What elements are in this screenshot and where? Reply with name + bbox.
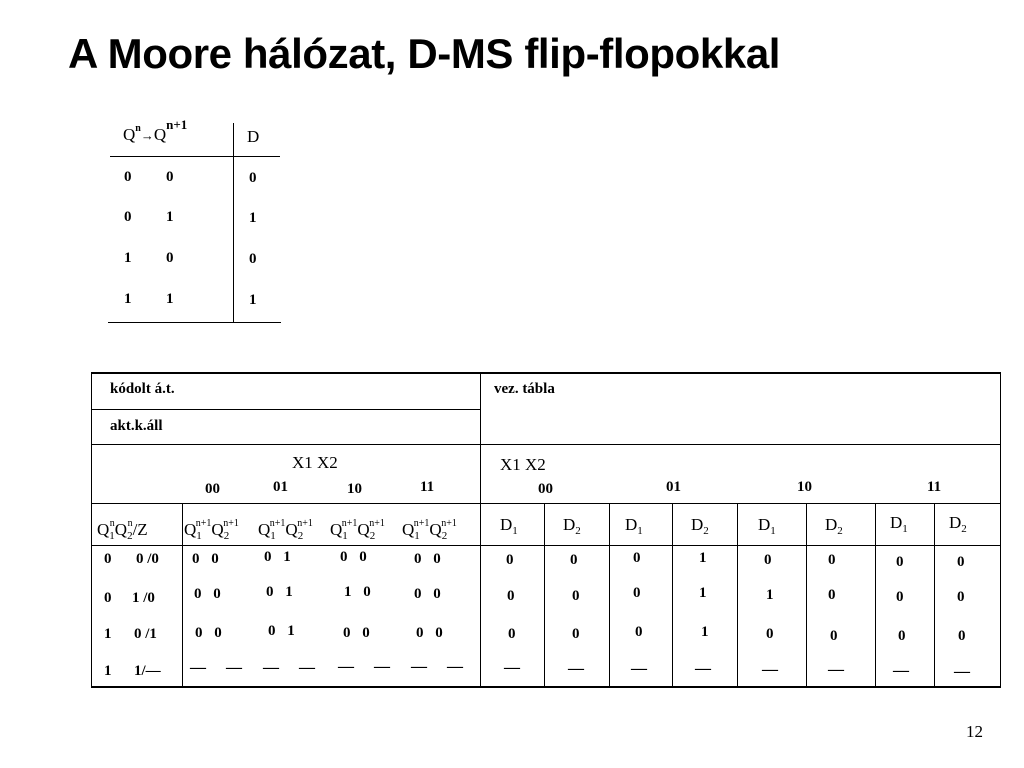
next-state-header xyxy=(330,518,385,542)
table-top-border xyxy=(91,372,1001,374)
state-output-header xyxy=(97,518,148,542)
d-cell: 0 xyxy=(830,628,838,644)
q-symbol: Q xyxy=(330,520,343,539)
next-state-cell: 0 0 xyxy=(414,586,441,602)
subscript: 2 xyxy=(441,530,448,542)
table-bottom-border xyxy=(91,686,1001,688)
input-code: 00 xyxy=(538,481,553,497)
subscript: 1 xyxy=(512,525,518,537)
table-bottom-line xyxy=(108,322,281,323)
superscript: n+1 xyxy=(369,518,385,529)
next-state-cell: 0 0 xyxy=(194,586,221,602)
cell-d: 1 xyxy=(249,210,257,226)
q1-symbol: Q xyxy=(97,520,110,539)
d-cell: 0 xyxy=(828,587,836,603)
q-symbol: Q xyxy=(402,520,415,539)
subscript: 1 xyxy=(414,530,420,542)
superscript: n+1 xyxy=(269,518,286,529)
superscript: n+1 xyxy=(297,518,313,529)
cell-qn: 1 xyxy=(124,291,132,307)
state-q1: 0 xyxy=(104,551,112,567)
d1-header xyxy=(890,513,908,535)
d-cell: — xyxy=(631,660,655,677)
d-cell: 0 xyxy=(572,626,580,642)
d-cell: — xyxy=(893,662,917,679)
table-divider xyxy=(544,503,545,688)
cell-qn: 1 xyxy=(124,250,132,266)
next-state-cell: — — xyxy=(338,658,398,675)
d-cell: 0 xyxy=(896,589,904,605)
superscript: n+1 xyxy=(413,518,430,529)
table-header-line xyxy=(110,156,280,157)
table-vertical-line xyxy=(233,123,234,323)
next-state-cell: 1 0 xyxy=(344,584,371,600)
cell-qn1: 1 xyxy=(166,291,174,307)
d-symbol: D xyxy=(825,515,838,534)
subscript: 1 xyxy=(196,530,202,542)
state-q2-output: 1 /0 xyxy=(132,590,155,606)
table-divider xyxy=(609,503,610,688)
subscript: 1 xyxy=(270,530,276,542)
next-state-cell: 0 0 xyxy=(340,549,367,565)
input-code: 00 xyxy=(205,481,220,497)
d-cell: 1 xyxy=(699,585,707,601)
d2-header xyxy=(691,515,709,537)
subscript: 1 xyxy=(342,530,348,542)
next-state-cell: — — xyxy=(190,659,250,676)
table-divider xyxy=(182,503,183,688)
q-symbol: Q xyxy=(429,520,442,539)
input-code: 11 xyxy=(420,479,435,495)
d-column-header: D xyxy=(247,127,260,146)
state-q2-output: 0 /1 xyxy=(134,626,157,642)
subscript: 2 xyxy=(837,525,843,537)
next-state-header xyxy=(402,518,457,542)
slide-title: A Moore hálózat, D-MS flip-flopokkal xyxy=(68,30,781,77)
subscript: 1 xyxy=(770,525,776,537)
d-cell: — xyxy=(828,661,852,678)
q-symbol: Q xyxy=(184,520,197,539)
subscript: 2 xyxy=(575,525,581,537)
superscript: n+1 xyxy=(195,518,212,529)
cell-qn: 0 xyxy=(124,169,132,185)
transition-header xyxy=(123,117,188,144)
input-code: 10 xyxy=(797,479,812,495)
d-symbol: D xyxy=(758,515,771,534)
cell-qn1: 0 xyxy=(166,169,174,185)
next-state-header xyxy=(258,518,313,542)
cell-d: 0 xyxy=(249,170,257,186)
z-output-symbol: /Z xyxy=(132,520,148,539)
d-cell: 0 xyxy=(828,552,836,568)
table-divider xyxy=(806,503,807,688)
d1-header xyxy=(625,515,643,537)
table-divider xyxy=(934,503,935,688)
subscript: 1 xyxy=(902,523,908,535)
d1-header xyxy=(758,515,776,537)
q-symbol: Q xyxy=(123,125,136,144)
arrow-icon: → xyxy=(140,128,154,143)
d-cell: 0 xyxy=(507,588,515,604)
next-state-cell: 0 0 xyxy=(192,551,219,567)
d-symbol: D xyxy=(691,515,704,534)
d-cell: — xyxy=(504,659,528,676)
encoded-transition-label: kódolt á.t. xyxy=(110,381,175,397)
next-state-cell: 0 0 xyxy=(416,625,443,641)
state-q1: 0 xyxy=(104,590,112,606)
q-symbol: Q xyxy=(211,520,224,539)
d-cell: 0 xyxy=(896,554,904,570)
state-q1: 1 xyxy=(104,626,112,642)
superscript: n xyxy=(109,518,115,529)
cell-d: 0 xyxy=(249,251,257,267)
d-cell: 1 xyxy=(699,550,707,566)
next-state-cell: — — xyxy=(411,658,471,675)
subscript: 2 xyxy=(961,523,967,535)
d-symbol: D xyxy=(949,513,962,532)
d-cell: 0 xyxy=(957,554,965,570)
input-code: 11 xyxy=(927,479,942,495)
d-cell: — xyxy=(762,661,786,678)
table-divider xyxy=(480,372,481,688)
table-line xyxy=(91,409,480,410)
current-state-label: akt.k.áll xyxy=(110,418,163,434)
subscript: 1 xyxy=(637,525,643,537)
control-table-label: vez. tábla xyxy=(494,381,555,397)
q-symbol: Q xyxy=(258,520,271,539)
d-cell: 0 xyxy=(766,626,774,642)
cell-d: 1 xyxy=(249,292,257,308)
superscript: n+1 xyxy=(223,518,239,529)
inputs-label: X1 X2 xyxy=(500,455,546,474)
subscript: 2 xyxy=(223,530,230,542)
table-line xyxy=(91,545,1001,546)
next-state-cell: 0 0 xyxy=(195,625,222,641)
d-symbol: D xyxy=(625,515,638,534)
table-divider xyxy=(737,503,738,688)
table-divider xyxy=(672,503,673,688)
d-cell: — xyxy=(695,660,719,677)
d-cell: 0 xyxy=(572,588,580,604)
d-symbol: D xyxy=(890,513,903,532)
cell-qn: 0 xyxy=(124,209,132,225)
table-line xyxy=(91,503,1001,504)
subscript: 2 xyxy=(369,530,376,542)
q-symbol: Q xyxy=(153,125,167,144)
d-symbol: D xyxy=(500,515,513,534)
cell-qn1: 1 xyxy=(166,209,174,225)
table-divider xyxy=(875,503,876,688)
input-code: 10 xyxy=(347,481,362,497)
d-cell: — xyxy=(954,663,978,680)
q2-symbol: Q xyxy=(114,520,128,539)
input-code: 01 xyxy=(666,479,681,495)
next-state-header xyxy=(184,518,239,542)
table-line xyxy=(91,444,1001,445)
next-state-cell: 0 1 xyxy=(266,584,293,600)
d2-header xyxy=(563,515,581,537)
state-q2-output: 1/— xyxy=(134,663,161,679)
n-superscript: n xyxy=(135,123,141,134)
d-cell: 1 xyxy=(766,587,774,603)
d-cell: 0 xyxy=(764,552,772,568)
d-cell: 0 xyxy=(898,628,906,644)
input-code: 01 xyxy=(273,479,288,495)
d-cell: 0 xyxy=(635,624,643,640)
subscript: 2 xyxy=(297,530,304,542)
state-q2-output: 0 /0 xyxy=(136,551,159,567)
q-symbol: Q xyxy=(285,520,298,539)
d1-header xyxy=(500,515,518,537)
next-state-cell: 0 1 xyxy=(264,549,291,565)
cell-qn1: 0 xyxy=(166,250,174,266)
subscript: 2 xyxy=(703,525,709,537)
superscript: n+1 xyxy=(341,518,358,529)
d-cell: 1 xyxy=(701,624,709,640)
table-left-border xyxy=(91,372,92,688)
d-cell: — xyxy=(568,660,592,677)
superscript: n+1 xyxy=(441,518,457,529)
state-q1: 1 xyxy=(104,663,112,679)
next-state-cell: — — xyxy=(263,659,323,676)
d-cell: 0 xyxy=(958,628,966,644)
subscript: 1 xyxy=(109,530,115,542)
subscript: 2 xyxy=(127,530,133,542)
d-cell: 0 xyxy=(957,589,965,605)
next-state-cell: 0 0 xyxy=(343,625,370,641)
d-cell: 0 xyxy=(508,626,516,642)
d2-header xyxy=(949,513,967,535)
table-right-border xyxy=(1000,372,1001,688)
q-symbol: Q xyxy=(357,520,370,539)
d-symbol: D xyxy=(563,515,576,534)
next-state-cell: 0 1 xyxy=(268,623,295,639)
d-cell: 0 xyxy=(633,550,641,566)
n1-superscript: n+1 xyxy=(166,117,188,132)
next-state-cell: 0 0 xyxy=(414,551,441,567)
d-cell: 0 xyxy=(570,552,578,568)
page-number: 12 xyxy=(966,722,983,741)
d-cell: 0 xyxy=(633,585,641,601)
inputs-label: X1 X2 xyxy=(292,453,338,472)
d-cell: 0 xyxy=(506,552,514,568)
d2-header xyxy=(825,515,843,537)
superscript: n xyxy=(127,518,133,529)
